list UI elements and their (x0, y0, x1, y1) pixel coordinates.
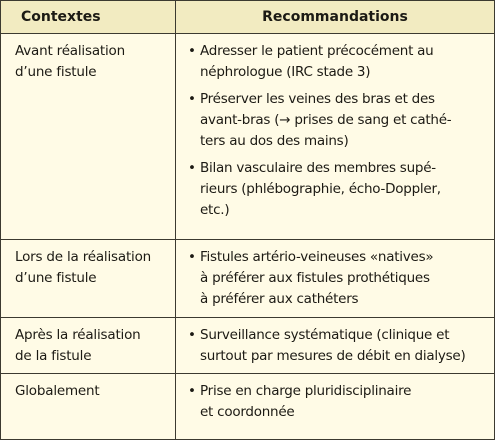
table-row (1, 374, 494, 439)
recommendation-line: etc.) (200, 202, 230, 218)
recommendation-item (188, 325, 488, 367)
recommendation-item (188, 247, 488, 310)
recommendation-item (188, 158, 488, 221)
header-recommendations: Recommandations (262, 9, 408, 25)
header-contexts: Contextes (1, 1, 176, 33)
context-cell (1, 34, 176, 239)
recommendation-item (188, 89, 488, 152)
context-line: Après la réalisation (15, 327, 141, 343)
bullet-icon: • (188, 43, 196, 59)
table-row (1, 34, 494, 240)
recommendation-item (188, 41, 488, 83)
recommendation-line: à préférer aux cathéters (200, 291, 359, 307)
bullet-icon: • (188, 249, 196, 265)
recommendations-cell (176, 374, 494, 439)
context-line: de la fistule (15, 348, 92, 364)
recommendations-cell (176, 318, 494, 373)
recommendation-line: et coordonnée (200, 404, 295, 420)
context-line: d’une fistule (15, 270, 97, 286)
table-row (1, 240, 494, 318)
bullet-icon: • (188, 91, 196, 107)
context-cell (1, 374, 176, 439)
recommendation-line: néphrologue (IRC stade 3) (200, 64, 371, 80)
recommendation-line: à préférer aux fistules prothétiques (200, 270, 430, 286)
table-row (1, 318, 494, 374)
recommendation-line: Surveillance systématique (clinique et (200, 327, 450, 343)
recommendation-line: Adresser le patient précocément au (200, 43, 434, 59)
context-line: Globalement (15, 383, 100, 399)
recommendation-item (188, 381, 488, 423)
bullet-icon: • (188, 160, 196, 176)
recommendation-line: Prise en charge pluridisciplinaire (200, 383, 412, 399)
table-header-row (1, 1, 494, 34)
bullet-icon: • (188, 383, 196, 399)
bullet-icon: • (188, 327, 196, 343)
context-cell (1, 318, 176, 373)
recommendation-line: avant-bras (→ prises de sang et cathé- (200, 112, 452, 128)
context-cell (1, 240, 176, 317)
recommendation-line: Fistules artério-veineuses «natives» (200, 249, 434, 265)
recommendations-cell (176, 34, 494, 239)
context-line: Avant réalisation (15, 43, 125, 59)
recommendation-line: ters au dos des mains) (200, 133, 349, 149)
recommendation-line: surtout par mesures de débit en dialyse) (200, 348, 466, 364)
recommendation-line: Préserver les veines des bras et des (200, 91, 435, 107)
context-line: Lors de la réalisation (15, 249, 151, 265)
context-line: d’une fistule (15, 64, 97, 80)
recommendation-line: rieurs (phlébographie, écho-Doppler, (200, 181, 441, 197)
recommendations-cell (176, 240, 494, 317)
recommendation-line: Bilan vasculaire des membres supé- (200, 160, 436, 176)
